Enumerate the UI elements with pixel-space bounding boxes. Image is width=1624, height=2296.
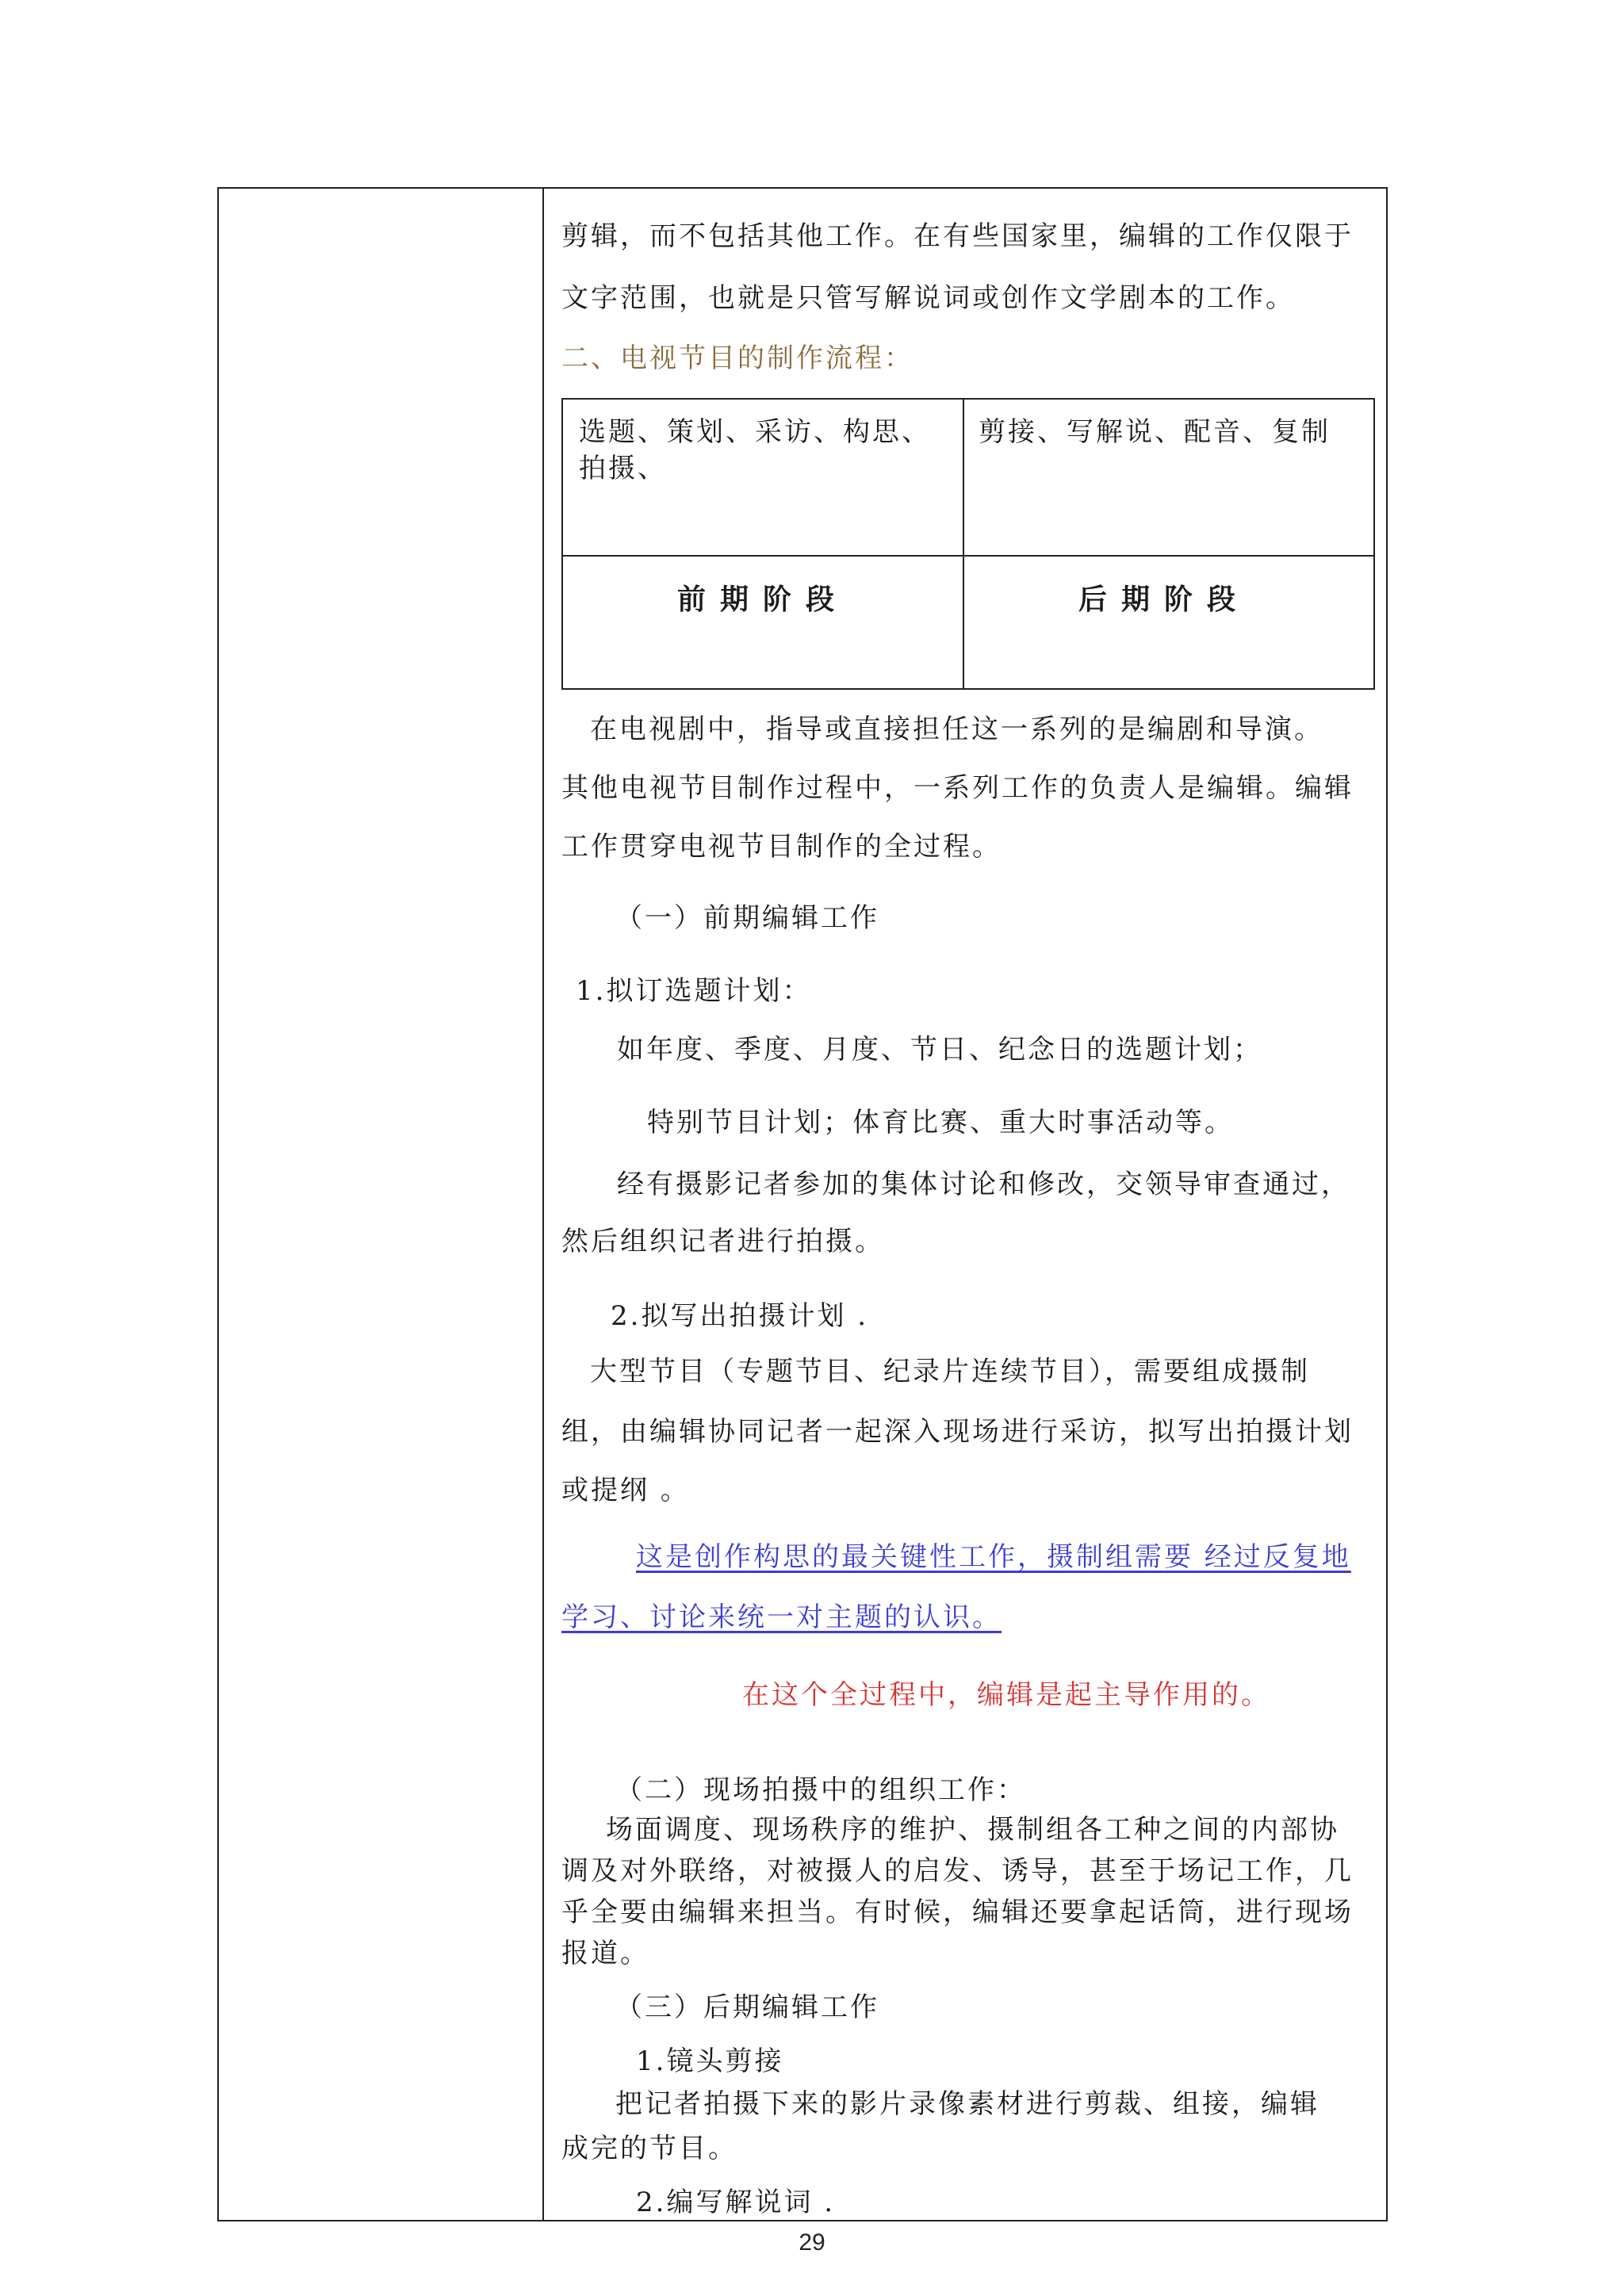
paragraph-line: 或提纲 。 [561,1475,690,1506]
pre-stage-label: 前期阶段 [676,583,848,616]
table-divider [563,555,1373,557]
paragraph-line: 报道。 [561,1938,649,1969]
subsection-heading: （一）前期编辑工作 [615,902,879,934]
item-heading: 2.编写解说词 . [636,2187,836,2218]
paragraph-line: 在电视剧中，指导或直接担任这一系列的是编剧和导演。 [590,714,1323,745]
paragraph-line: 文字范围，也就是只管写解说词或创作文学剧本的工作。 [561,282,1295,314]
emphasis-line: 在这个全过程中，编辑是起主导作用的。 [742,1679,1270,1711]
paragraph-line: 工作贯穿电视节目制作的全过程。 [561,831,1002,863]
paragraph-line: 乎全要由编辑来担当。有时候，编辑还要拿起话筒，进行现场 [561,1896,1354,1928]
item-heading: 1.镜头剪接 [636,2045,784,2077]
subsection-heading: （二）现场拍摄中的组织工作： [615,1774,1026,1806]
pre-tasks-cell [579,414,931,487]
highlighted-link-line[interactable]: 学习、讨论来统一对主题的认识。 [561,1601,1002,1633]
table-divider [963,400,964,688]
item-heading: 1.拟订选题计划： [576,975,812,1007]
content-column [544,189,1386,2220]
highlighted-link-line[interactable]: 这是创作构思的最关键性工作，摄制组需要 经过反复地 [636,1541,1351,1573]
subsection-heading: （三）后期编辑工作 [615,1992,879,2023]
pre-tasks-line: 拍摄、 [579,453,667,484]
paragraph-line: 调及对外联络，对被摄人的启发、诱导，甚至于场记工作，几 [561,1855,1354,1887]
paragraph-line: 特别节目计划；体育比赛、重大时事活动等。 [647,1107,1234,1138]
section-heading: 二、电视节目的制作流程： [561,342,914,374]
pre-tasks-line: 选题、策划、采访、构思、 [579,416,931,448]
paragraph-line: 如年度、季度、月度、节日、纪念日的选题计划； [617,1034,1262,1066]
flow-table [561,398,1375,690]
paragraph-line: 场面调度、现场秩序的维护、摄制组各工种之间的内部协 [606,1814,1339,1846]
paragraph-line: 把记者拍摄下来的影片录像素材进行剪裁、组接，编辑 [615,2088,1320,2120]
post-tasks-cell: 剪接、写解说、配音、复制 [979,416,1331,448]
paragraph-line: 组，由编辑协同记者一起深入现场进行采访，拟写出拍摄计划 [561,1416,1354,1448]
paragraph-line: 大型节目（专题节目、纪录片连续节目），需要组成摄制 [590,1356,1310,1387]
paragraph-line: 其他电视节目制作过程中，一系列工作的负责人是编辑。编辑 [561,772,1354,804]
paragraph-line: 剪辑，而不包括其他工作。在有些国家里，编辑的工作仅限于 [561,220,1354,252]
item-heading: 2.拟写出拍摄计划 . [611,1300,869,1332]
left-column [219,189,544,2220]
document-table [217,187,1388,2221]
post-stage-label: 后期阶段 [1078,583,1250,616]
paragraph-line: 经有摄影记者参加的集体讨论和修改，交领导审查通过， [617,1169,1350,1200]
paragraph-line: 成完的节目。 [561,2133,737,2164]
page-number: 29 [799,2229,825,2256]
paragraph-line: 然后组织记者进行拍摄。 [561,1226,884,1257]
